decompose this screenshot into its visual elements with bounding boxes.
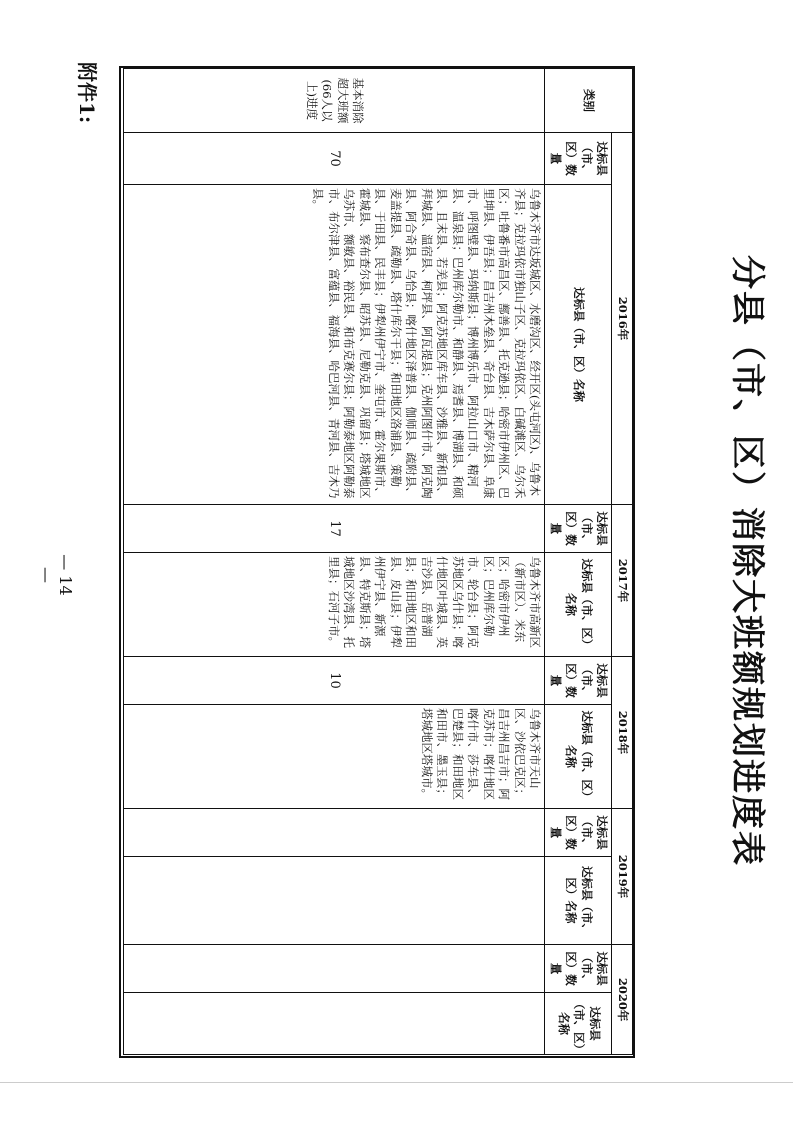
header-category: 类别 [545,69,633,133]
progress-table [123,68,633,1055]
header-year-2018: 2018年 [612,657,633,809]
names-2019 [124,857,545,945]
page-number: — 14 — [37,554,75,596]
header-names-2017: 达标县（市、区）名称 [545,553,612,657]
footer-rule [0,1082,793,1083]
header-names-2018: 达标县（市、区）名称 [545,705,612,809]
page-title: 分县（市、区）消除大班额规划进度表 [727,255,767,867]
names-2018: 乌鲁木齐市天山区、沙依巴克区；昌吉州昌吉市；阿克苏市；喀什地区喀什市、莎车县、巴楚县；和田地区和田市、墨玉县；塔城地区塔城市。 [124,705,545,809]
table-row [124,69,545,1055]
count-2019 [124,809,545,857]
header-names-2020: 达标县（市、区）名称 [545,993,612,1055]
header-count-2020: 达标县（市、区）数量 [545,945,612,993]
header-count-2018: 达标县（市、区）数量 [545,657,612,705]
names-2016: 乌鲁木齐市达坂城区、水磨沟区、经开区(头屯河区)、乌鲁木齐县；克拉玛依市独山子区、克拉玛依区、白碱滩区、乌尔禾区；吐鲁番市高昌区、鄯善县、托克逊县；哈密市伊州区、巴里坤县、伊吾县；昌吉州木垒县、奇台县、吉木萨尔县、阜康市、呼图壁县、玛纳斯县；博州博乐市、阿拉山口市、精河县、温泉县；巴州库尔勒市、和静县、焉耆县、博湖县、和硕县、且末县、若羌县；阿克苏地区库车县、沙雅县、新和县、拜城县、温宿县、柯坪县、阿瓦提县；克州阿图什市、阿克陶县、阿合奇县、乌恰县；喀什地区泽普县、伽师县、疏附县、麦盖提县、疏勒县、塔什库尔干县；和田地区洛浦县、策勒县、于田县、民丰县；伊犁州伊宁市、奎屯市、霍尔果斯市、霍城县、察布查尔县、昭苏县、尼勒克县、巩留县；塔城地区乌苏市、额敏县、裕民县、和布克赛尔县；阿勒泰地区阿勒泰市、布尔津县、富蕴县、福海县、哈巴河县、青河县、吉木乃县。 [124,185,545,505]
header-names-2019: 达标县（市、区）名称 [545,857,612,945]
count-2017: 17 [124,505,545,553]
header-count-2016: 达标县（市、区）数量 [545,133,612,185]
row-label: 基本消除超大班额(66人以上)进度 [124,69,545,133]
attachment-label: 附件1: [75,62,99,124]
header-count-2019: 达标县（市、区）数量 [545,809,612,857]
count-2016: 70 [124,133,545,185]
count-2018: 10 [124,657,545,705]
header-year-2019: 2019年 [612,809,633,945]
names-2020 [124,993,545,1055]
count-2020 [124,945,545,993]
header-count-2017: 达标县（市、区）数量 [545,505,612,553]
names-2017: 乌鲁木齐市高新区（新市区）、米东区；哈密市伊州区；巴州库尔勒市、轮台县；阿克苏地区乌什县；喀什地区叶城县、英吉沙县、岳普湖县；和田地区和田县、皮山县；伊犁州伊宁县、新源县、特克斯县；塔城地区沙湾县、托里县；石河子市。 [124,553,545,657]
header-names-2016: 达标县（市、区）名称 [545,185,612,505]
header-year-2016: 2016年 [612,133,633,505]
header-year-2020: 2020年 [612,945,633,1055]
header-year-2017: 2017年 [612,505,633,657]
